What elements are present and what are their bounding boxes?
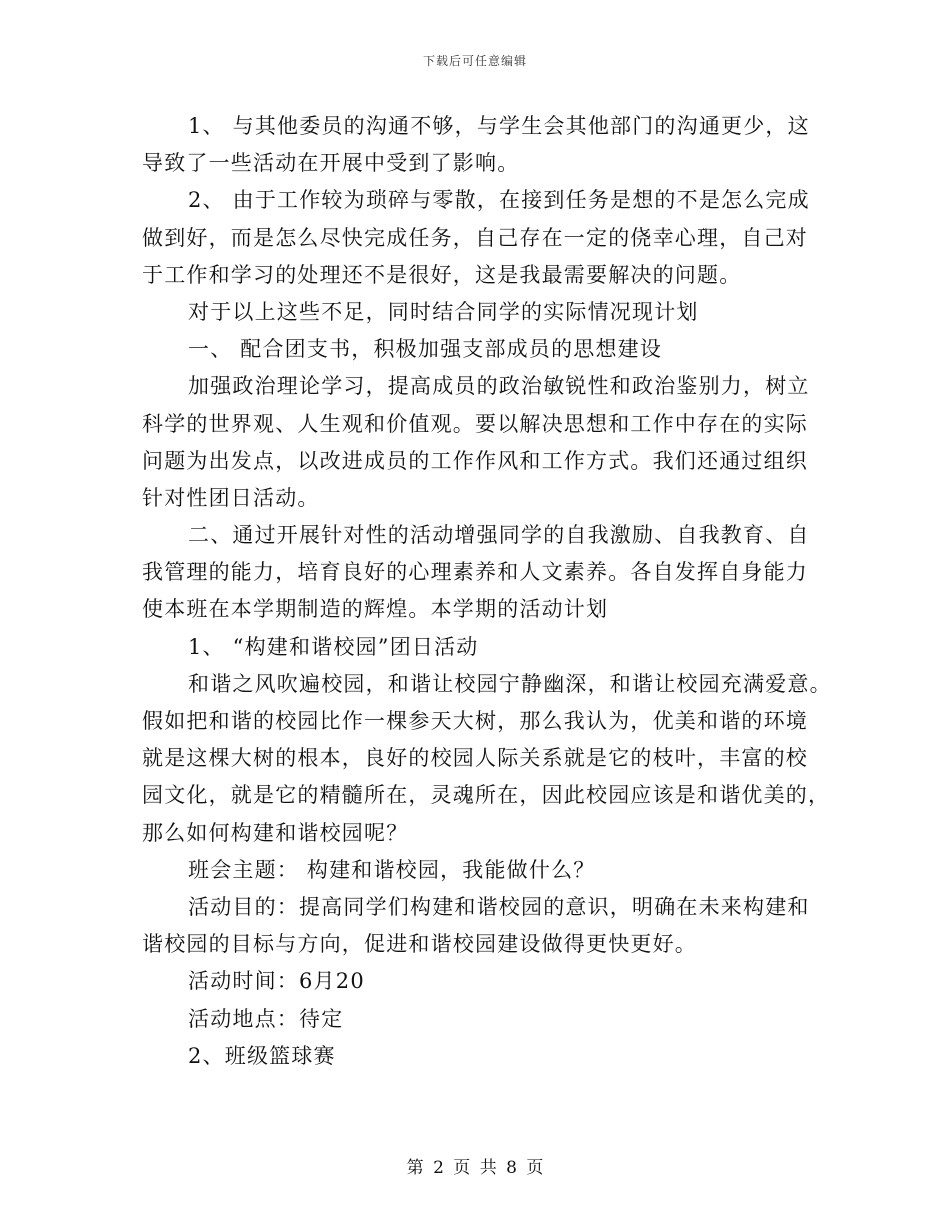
paragraph-line: 园文化，就是它的精髓所在，灵魂所在，因此校园应该是和谐优美的， [142, 783, 831, 808]
activity-location: 活动地点：待定 [188, 1006, 344, 1031]
activity-heading: 1、 “构建和谐校园”团日活动 [188, 634, 479, 659]
meeting-theme: 班会主题： 构建和谐校园，我能做什么？ [188, 857, 596, 882]
document-body [142, 108, 832, 1075]
section-heading: 一、 配合团支书，积极加强支部成员的思想建设 [188, 337, 663, 362]
paragraph-line: 就是这棵大树的根本，良好的校园人际关系就是它的枝叶，丰富的校 [142, 746, 808, 771]
paragraph-line: 2、 由于工作较为琐碎与零散，在接到任务是想的不是怎么完成 [188, 188, 810, 213]
paragraph-line: 谐校园的目标与方向，促进和谐校园建设做得更快更好。 [142, 932, 697, 957]
section-heading: 二、通过开展针对性的活动增强同学的自我激励、自我教育、自 [188, 523, 810, 548]
activity-purpose: 活动目的：提高同学们构建和谐校园的意识，明确在未来构建和 [188, 894, 810, 919]
paragraph-line: 1、 与其他委员的沟通不够，与学生会其他部门的沟通更少，这 [188, 114, 810, 138]
paragraph-line: 做到好，而是怎么尽快完成任务，自己存在一定的侥幸心理，自己对 [142, 225, 808, 250]
paragraph-line: 于工作和学习的处理还不是很好，这是我最需要解决的问题。 [142, 262, 742, 287]
paragraph-line: 那么如何构建和谐校园呢？ [142, 820, 409, 845]
page-header: 下载后可任意编辑 [422, 54, 527, 68]
paragraph-line: 针对性团日活动。 [142, 485, 320, 510]
activity-heading: 2、班级篮球赛 [188, 1043, 336, 1068]
activity-time: 活动时间：6月20 [188, 969, 365, 994]
paragraph-line: 和谐之风吹遍校园，和谐让校园宁静幽深，和谐让校园充满爱意。 [188, 671, 832, 696]
paragraph-line: 导致了一些活动在开展中受到了影响。 [142, 151, 520, 176]
paragraph-line: 使本班在本学期制造的辉煌。本学期的活动计划 [142, 597, 609, 622]
paragraph-line: 科学的世界观、人生观和价值观。要以解决思想和工作中存在的实际 [142, 411, 808, 436]
paragraph-line: 假如把和谐的校园比作一棵参天大树，那么我认为，优美和谐的环境 [142, 709, 808, 733]
paragraph-line: 问题为出发点，以改进成员的工作作风和工作方式。我们还通过组织 [142, 448, 808, 473]
paragraph-line: 对于以上这些不足，同时结合同学的实际情况现计划 [188, 299, 699, 324]
paragraph-line: 加强政治理论学习，提高成员的政治敏锐性和政治鉴别力，树立 [188, 374, 810, 399]
paragraph-line: 我管理的能力，培育良好的心理素养和人文素养。各自发挥自身能力 [142, 560, 808, 585]
page-footer: 第 2 页 共 8 页 [406, 1158, 544, 1178]
